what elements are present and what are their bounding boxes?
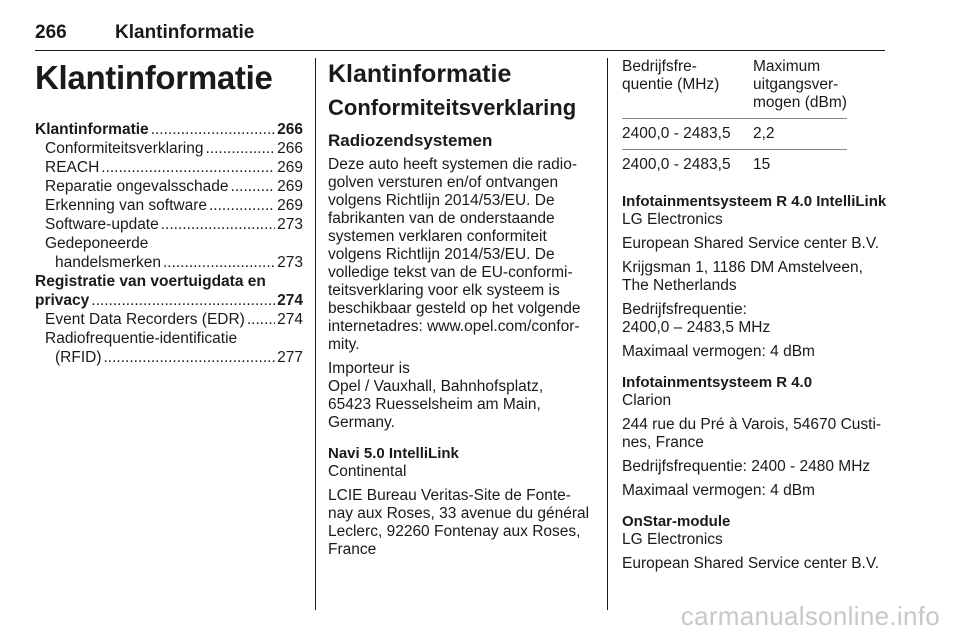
toc-title: Klantinformatie [35, 59, 273, 96]
system-line: Maximaal vermogen: 4 dBm [622, 343, 815, 360]
toc-entry[interactable] [35, 177, 303, 196]
importer-paragraph: Importeur is Opel / Vauxhall, Bahnhofsplatz, 65423 Ruesselsheim am Main, Germany. [328, 360, 544, 431]
table-row [622, 119, 847, 150]
toc-entry-label-line: Gedeponeerde [45, 235, 149, 252]
subsection-heading: Radiozendsystemen [328, 131, 493, 150]
main-column [328, 58, 591, 565]
system-line: European Shared Service center B.V. [622, 555, 880, 572]
table-of-contents [35, 120, 303, 367]
system-line: LG Electronics [622, 531, 723, 548]
toc-leader [91, 291, 275, 310]
table-row [622, 150, 847, 180]
running-title: Klantinformatie [115, 22, 255, 43]
toc-entry-label: Reparatie ongevalsschade [45, 178, 229, 195]
toc-entry[interactable] [35, 196, 303, 215]
table-cell: 2400,0 - 2483,5 [622, 156, 731, 173]
frequency-table [622, 58, 847, 180]
navi-address: LCIE Bureau Veritas-Site de Fonte- nay aux Roses, 33 avenue du général Leclerc, 92260 Fontenay aux Roses, France [328, 487, 590, 558]
toc-leader [206, 139, 276, 158]
table-cell: 2,2 [753, 125, 775, 142]
toc-entry-label: handelsmerken [55, 254, 161, 271]
toc-entry-label: Erkenning van software [45, 197, 207, 214]
toc-entry-page: 269 [277, 197, 303, 214]
toc-leader [163, 253, 275, 272]
toc-entry-page: 269 [277, 159, 303, 176]
column-divider [607, 58, 608, 610]
page-header [35, 22, 885, 51]
toc-leader [101, 158, 275, 177]
system-line: 244 rue du Pré à Varois, 54670 Custi- nes, France [622, 416, 882, 451]
toc-entry[interactable] [35, 329, 303, 367]
table-header-cell: Maximum uitgangsver- mogen (dBm) [753, 58, 847, 111]
navi-maker: Continental [328, 463, 407, 480]
toc-entry-page: 266 [277, 140, 303, 157]
systems-column [622, 58, 887, 585]
toc-leader [231, 177, 276, 196]
system-line: LG Electronics [622, 211, 723, 228]
toc-entry[interactable] [35, 272, 303, 310]
toc-entry-label: Event Data Recorders (EDR) [45, 311, 245, 328]
system-block [622, 192, 887, 361]
intro-paragraph: Deze auto heeft systemen die radio- golven versturen en/of ontvangen volgens Richtlijn 2014/53/EU. De fabrikanten van de onderstaande systemen verklaren conformiteit volgens Richtlijn 2014/53/EU. De volledige tekst van de EU-conformi- teitsverklaring voor elk systeem is beschikbaar gesteld op het volgende internetadres: www.opel.com/confor- mity. [328, 156, 581, 353]
toc-leader [104, 348, 276, 367]
toc-entry-label-line: Radiofrequentie-identificatie [45, 330, 238, 347]
system-block [622, 512, 887, 573]
toc-entry[interactable] [35, 120, 303, 139]
toc-entry-page: 273 [277, 254, 303, 271]
toc-entry[interactable] [35, 234, 303, 272]
toc-entry-page: 266 [277, 121, 303, 138]
table-header-cell: Bedrijfsfre- quentie (MHz) [622, 58, 720, 93]
system-line: Bedrijfsfrequentie: 2400,0 – 2483,5 MHz [622, 301, 771, 336]
table-cell: 15 [753, 156, 771, 173]
system-line: Bedrijfsfrequentie: 2400 - 2480 MHz [622, 458, 871, 475]
system-line: Clarion [622, 392, 672, 409]
toc-entry-label: privacy [35, 292, 90, 309]
system-heading: Infotainmentsysteem R 4.0 IntelliLink [622, 193, 887, 210]
toc-entry[interactable] [35, 310, 303, 329]
system-heading: Infotainmentsysteem R 4.0 [622, 374, 813, 391]
watermark-text: carmanualsonline.info [680, 601, 940, 631]
toc-entry-page: 273 [277, 216, 303, 233]
table-header-row [622, 58, 847, 119]
toc-entry-page: 274 [277, 311, 303, 328]
main-title: Klantinformatie [328, 60, 512, 88]
toc-entry[interactable] [35, 158, 303, 177]
toc-entry-label: Klantinformatie [35, 121, 149, 138]
toc-entry-page: 269 [277, 178, 303, 195]
toc-entry-label: (RFID) [55, 349, 102, 366]
toc-entry-label: REACH [45, 159, 100, 176]
toc-leader [209, 196, 275, 215]
navi-heading: Navi 5.0 IntelliLink [328, 445, 459, 462]
page-number: 266 [35, 22, 67, 43]
toc-leader [247, 310, 275, 329]
system-line: Krijgsman 1, 1186 DM Amstelveen, The Netherlands [622, 259, 863, 294]
toc-entry-page: 277 [277, 349, 303, 366]
system-line: European Shared Service center B.V. [622, 235, 880, 252]
table-cell: 2400,0 - 2483,5 [622, 125, 731, 142]
toc-leader [161, 215, 275, 234]
toc-entry-label: Conformiteitsverklaring [45, 140, 204, 157]
toc-entry-label: Software-update [45, 216, 159, 233]
section-heading: Conformiteitsverklaring [328, 95, 577, 120]
system-heading: OnStar-module [622, 513, 731, 530]
toc-column [35, 58, 303, 367]
system-line: Maximaal vermogen: 4 dBm [622, 482, 815, 499]
toc-entry-label-line: Registratie van voertuigdata en [35, 273, 266, 290]
toc-entry-page: 274 [277, 292, 303, 309]
system-block [622, 373, 887, 500]
column-divider [315, 58, 316, 610]
toc-leader [151, 120, 275, 139]
toc-entry[interactable] [35, 215, 303, 234]
toc-entry[interactable] [35, 139, 303, 158]
